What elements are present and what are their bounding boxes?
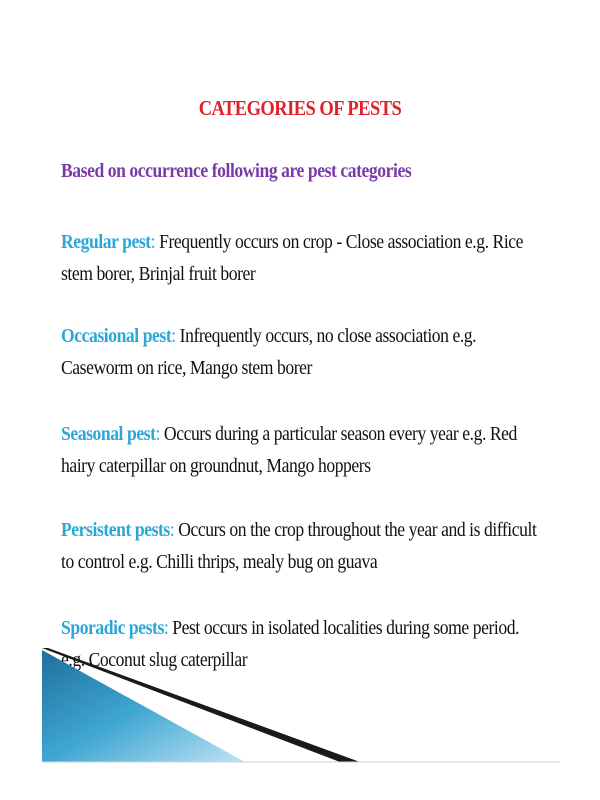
category-occasional bbox=[61, 320, 541, 384]
page-title: CATEGORIES OF PESTS bbox=[198, 96, 402, 120]
category-separator: : bbox=[171, 325, 176, 347]
decorative-corner-wedge bbox=[0, 640, 600, 800]
category-description: Frequently occurs on crop - Close association e.g. Rice stem borer, Brinjal fruit borer bbox=[61, 231, 524, 285]
category-description: Occurs during a particular season every year e.g. Red hairy caterpillar on groundnut, Mango hoppers bbox=[61, 423, 517, 477]
category-separator: : bbox=[155, 423, 160, 445]
category-seasonal bbox=[61, 418, 541, 482]
category-term: Seasonal pest bbox=[61, 423, 156, 445]
category-persistent bbox=[61, 514, 541, 578]
intro-heading: Based on occurrence following are pest categories bbox=[61, 160, 412, 182]
category-separator: : bbox=[169, 519, 175, 541]
category-separator: : bbox=[163, 617, 169, 639]
category-description: Occurs on the crop throughout the year and is difficult to control e.g. Chilli thrips, mealy bug on guava bbox=[61, 519, 537, 573]
category-term: Persistent pests bbox=[61, 519, 170, 541]
category-regular bbox=[61, 226, 541, 290]
category-separator: : bbox=[150, 231, 156, 253]
category-term: Sporadic pests bbox=[61, 617, 164, 639]
category-term: Regular pest bbox=[61, 231, 151, 253]
wedge-blue-shape bbox=[42, 650, 245, 762]
category-description: Infrequently occurs, no close association e.g. Caseworm on rice, Mango stem borer bbox=[61, 325, 477, 379]
category-description: Pest occurs in isolated localities during some period. e.g. Coconut slug caterpillar bbox=[61, 617, 520, 671]
category-term: Occasional pest bbox=[61, 325, 172, 347]
